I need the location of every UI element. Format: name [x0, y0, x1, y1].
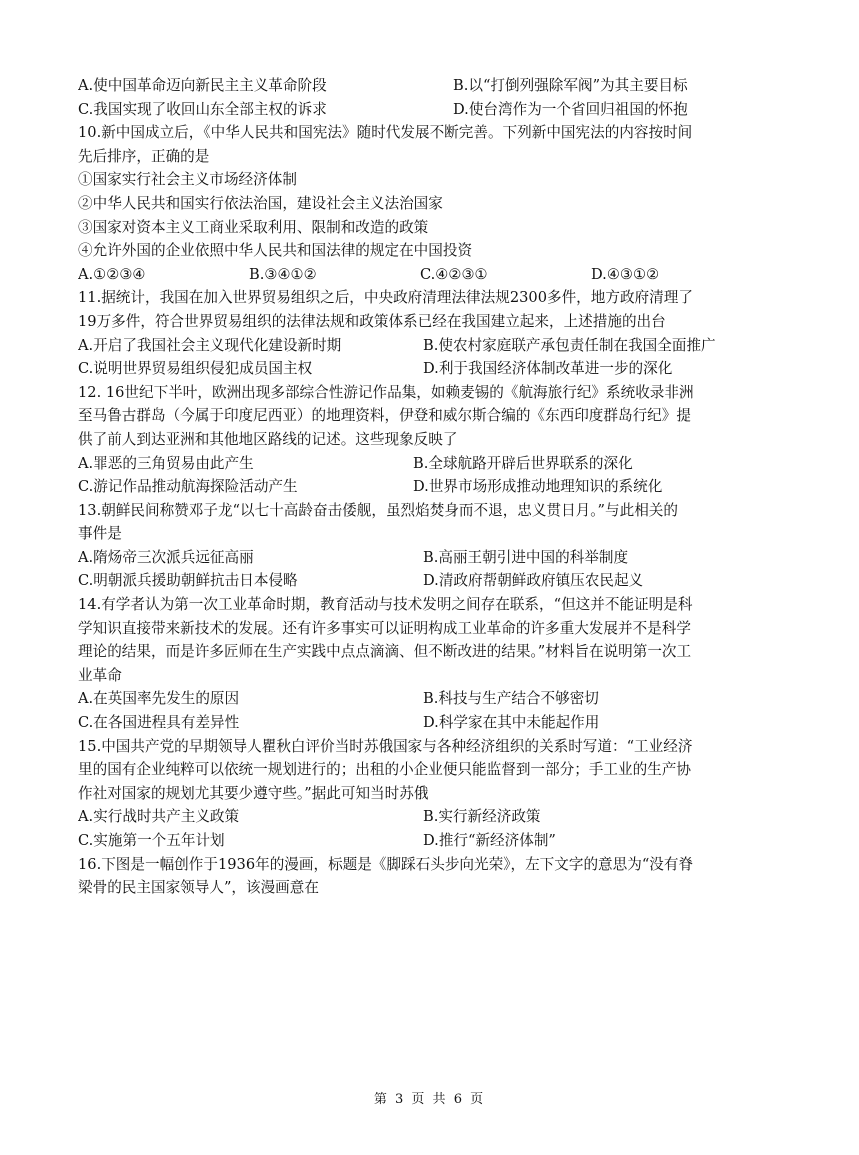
option-d: D.④③①②	[591, 265, 660, 283]
option-d: D.利于我国经济体制改革进一步的深化	[423, 360, 673, 378]
option-c: C.明朝派兵援助朝鲜抗击日本侵略	[78, 572, 298, 590]
numbered-item: ③国家对资本主义工商业采取利用、限制和改造的政策	[78, 218, 429, 236]
question-stem-line: 11.据统计，我国在加入世界贸易组织之后，中央政府清理法律法规2300多件，地方政府清理了	[78, 289, 693, 307]
option-b: B.使农村家庭联产承包责任制在我国全面推广	[423, 336, 716, 354]
numbered-item: ②中华人民共和国实行依法治国，建设社会主义法治国家	[78, 194, 443, 212]
question-stem-line: 10.新中国成立后，《中华人民共和国宪法》随时代发展不断完善。下列新中国宪法的内容按时间	[78, 124, 693, 142]
option-a: A.①②③④	[78, 265, 146, 283]
option-d: D.世界市场形成推动地理知识的系统化	[413, 478, 663, 496]
question-stem-line: 先后排序，正确的是	[78, 147, 210, 165]
option-row	[78, 687, 758, 711]
question-stem-line: 13.朝鲜民间称赞邓子龙“以七十高龄奋击倭舰，虽烈焰焚身而不退，忠义贯日月。”与此相关的	[78, 501, 678, 519]
question-12	[78, 381, 758, 499]
option-row	[78, 74, 758, 98]
question-stem-line: 学知识直接带来新技术的发展。还有许多事实可以证明构成工业革命的许多重大发展并不是科学	[78, 619, 691, 637]
question-stem-line: 14.有学者认为第一次工业革命时期，教育活动与技术发明之间存在联系，“但这并不能证明是科	[78, 596, 693, 614]
question-stem-line: 里的国有企业纯粹可以依统一规划进行的；出租的小企业便只能监督到一部分；手工业的生产协	[78, 761, 691, 779]
page-content	[78, 74, 758, 900]
option-c: C.说明世界贸易组织侵犯成员国主权	[78, 360, 313, 378]
option-c: C.游记作品推动航海探险活动产生	[78, 478, 298, 496]
question-stem-line: 业革命	[78, 666, 122, 684]
option-row	[78, 569, 758, 593]
numbered-item: ④允许外国的企业依照中华人民共和国法律的规定在中国投资	[78, 242, 473, 260]
numbered-item: ①国家实行社会主义市场经济体制	[78, 171, 297, 189]
question-9-options	[78, 74, 758, 121]
question-stem-line: 12. 16世纪下半叶，欧洲出现多部综合性游记作品集，如赖麦锡的《航海旅行纪》系统收录非洲	[78, 383, 694, 401]
option-row	[78, 452, 758, 476]
question-16	[78, 853, 758, 900]
question-stem-line: 至马鲁古群岛（今属于印度尼西亚）的地理资料，伊登和威尔斯合编的《东西印度群岛行纪》提	[78, 407, 691, 425]
option-d: D.科学家在其中未能起作用	[423, 714, 600, 732]
question-15	[78, 735, 758, 853]
option-c: C.实施第一个五年计划	[78, 832, 225, 849]
option-a: A.使中国革命迈向新民主主义革命阶段	[78, 77, 327, 94]
option-row	[78, 263, 758, 287]
question-stem-line: 梁骨的民主国家领导人”，该漫画意在	[78, 879, 319, 897]
option-d: D.使台湾作为一个省回归祖国的怀抱	[453, 100, 688, 118]
question-stem-line: 作社对国家的规划尤其要少遵守些。”据此可知当时苏俄	[78, 784, 429, 802]
option-b: B.科技与生产结合不够密切	[423, 690, 599, 708]
page-number-footer: 第 3 页 共 6 页	[373, 1092, 486, 1107]
option-row	[78, 711, 758, 735]
option-b: B.以“打倒列强除军阀”为其主要目标	[453, 77, 688, 94]
option-a: A.在英国率先发生的原因	[78, 690, 240, 708]
option-b: B.③④①②	[249, 265, 317, 283]
question-10	[78, 121, 758, 286]
option-b: B.实行新经济政策	[423, 808, 541, 826]
option-row	[78, 357, 758, 381]
question-13	[78, 499, 758, 593]
option-c: C.在各国进程具有差异性	[78, 714, 240, 732]
option-a: A.实行战时共产主义政策	[78, 808, 240, 826]
option-row	[78, 805, 758, 829]
option-row	[78, 475, 758, 499]
question-stem-line: 供了前人到达亚洲和其他地区路线的记述。这些现象反映了	[78, 430, 458, 448]
option-a: A.开启了我国社会主义现代化建设新时期	[78, 336, 342, 354]
option-row	[78, 546, 758, 570]
question-stem-line: 事件是	[78, 525, 122, 543]
option-a: A.隋炀帝三次派兵远征高丽	[78, 548, 254, 566]
option-d: D.推行“新经济体制”	[423, 832, 556, 849]
option-a: A.罪恶的三角贸易由此产生	[78, 454, 254, 472]
option-b: B.全球航路开辟后世界联系的深化	[413, 454, 633, 472]
option-c: C.我国实现了收回山东全部主权的诉求	[78, 100, 327, 118]
option-row	[78, 98, 758, 122]
question-stem-line: 19万多件，符合世界贸易组织的法律法规和政策体系已经在我国建立起来，上述措施的出台	[78, 312, 666, 330]
question-stem-line: 15.中国共产党的早期领导人瞿秋白评价当时苏俄国家与各种经济组织的关系时写道：“工业经济	[78, 737, 693, 755]
option-b: B.高丽王朝引进中国的科举制度	[423, 548, 629, 566]
question-stem-line: 16.下图是一幅创作于1936年的漫画，标题是《脚踩石头步向光荣》，左下文字的意思为“没有脊	[78, 855, 694, 873]
question-stem-line: 理论的结果，而是许多匠师在生产实践中点点滴滴、但不断改进的结果。”材料旨在说明第一次工	[78, 643, 692, 661]
option-c: C.④②③①	[420, 265, 488, 283]
question-14	[78, 593, 758, 735]
question-11	[78, 286, 758, 380]
option-d: D.清政府帮朝鲜政府镇压农民起义	[423, 572, 644, 590]
option-row	[78, 334, 758, 358]
option-row	[78, 829, 758, 853]
